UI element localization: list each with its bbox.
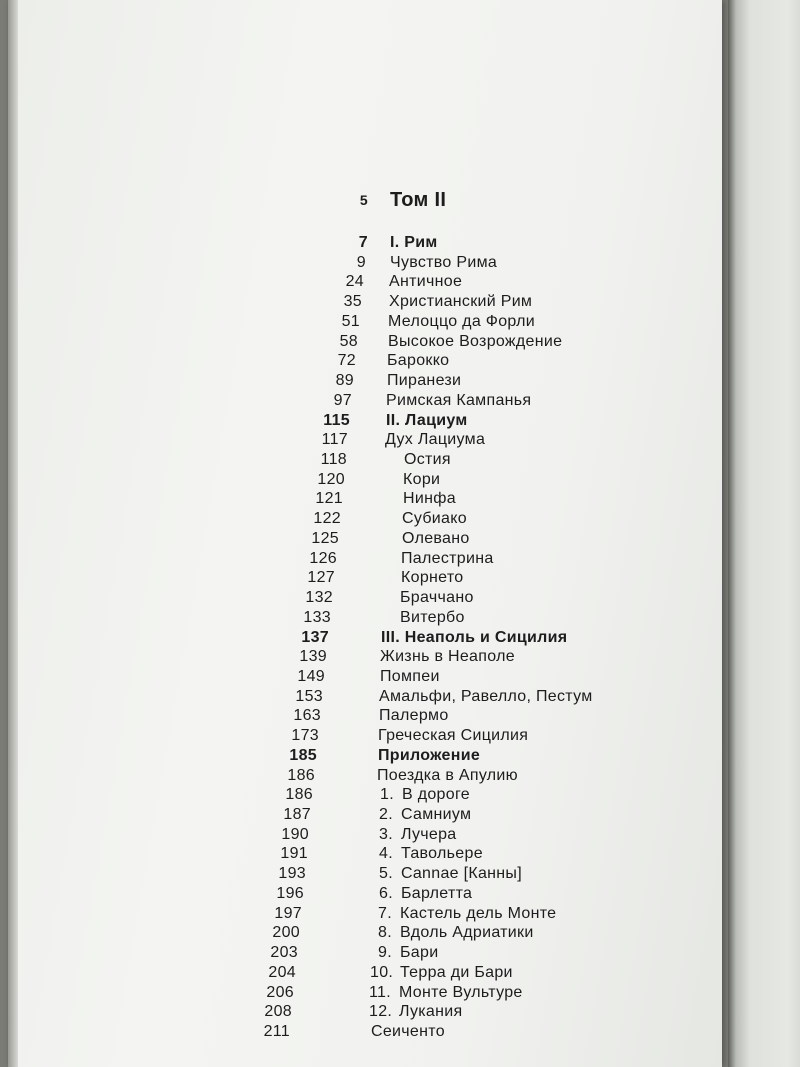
toc-entry — [0, 805, 800, 825]
entry-title: Витербо — [400, 609, 465, 626]
toc-entry — [0, 549, 800, 569]
entry-title: Помпеи — [380, 668, 440, 685]
section-heading: Приложение — [378, 747, 481, 764]
entry-title — [371, 844, 483, 864]
item-number: 3. — [379, 826, 393, 843]
entry-page-number: 7 — [358, 234, 368, 251]
volume-heading — [0, 188, 800, 212]
entry-page-number: 97 — [333, 392, 352, 409]
item-title: Монте Вультуре — [399, 984, 523, 1001]
entry-title: Амальфи, Равелло, Пестум — [379, 688, 593, 705]
entry-page-number: 190 — [281, 826, 309, 843]
entry-title: Высокое Возрождение — [388, 333, 563, 350]
toc-entry — [0, 1022, 800, 1042]
toc-entry — [0, 588, 800, 608]
entry-title: Греческая Сицилия — [378, 727, 529, 744]
toc-entry — [0, 371, 800, 391]
entry-title: Нинфа — [403, 490, 456, 507]
item-number: 1. — [380, 786, 394, 803]
entry-title: Пиранези — [387, 372, 462, 389]
entry-title — [370, 923, 534, 943]
toc-entry — [0, 450, 800, 470]
entry-page-number: 197 — [274, 905, 302, 922]
entry-page-number: 133 — [303, 609, 331, 626]
entry-page-number: 121 — [315, 490, 343, 507]
section-heading: III. Неаполь и Сицилия — [381, 629, 568, 646]
toc-entry — [0, 253, 800, 273]
entry-title — [370, 943, 438, 963]
item-title: Лучера — [401, 826, 457, 843]
entry-page-number: 185 — [289, 747, 317, 764]
toc-entry — [0, 726, 800, 746]
entry-page-number: 137 — [301, 629, 329, 646]
section-heading: I. Рим — [390, 234, 438, 251]
toc-entry — [0, 1002, 800, 1022]
entry-title: Римская Кампанья — [386, 392, 532, 409]
item-number: 4. — [379, 845, 393, 862]
entry-page-number: 173 — [291, 727, 319, 744]
entry-page-number: 186 — [285, 786, 313, 803]
entry-page-number: 125 — [311, 530, 339, 547]
entry-page-number: 187 — [283, 806, 311, 823]
entry-title: Мелоццо да Форли — [388, 313, 535, 330]
toc-entry — [0, 923, 800, 943]
entry-page-number: 200 — [272, 924, 300, 941]
item-number: 12. — [369, 1003, 393, 1020]
toc-entry — [0, 943, 800, 963]
item-title: Кастель дель Монте — [400, 905, 557, 922]
toc-entry — [0, 983, 800, 1003]
entry-title — [371, 805, 471, 825]
entry-title: Субиако — [402, 510, 467, 527]
toc-entry — [0, 489, 800, 509]
entry-title — [370, 904, 556, 924]
item-number: 5. — [379, 865, 393, 882]
entry-title — [371, 864, 522, 884]
entry-page-number: 208 — [264, 1003, 292, 1020]
toc-entry — [0, 391, 800, 411]
item-title: Вдоль Адриатики — [400, 924, 534, 941]
toc-entry — [0, 568, 800, 588]
entry-page-number: 193 — [278, 865, 306, 882]
entry-title: Остия — [404, 451, 451, 468]
toc-entry — [0, 667, 800, 687]
entry-page-number: 163 — [293, 707, 321, 724]
entry-page-number: 149 — [297, 668, 325, 685]
entry-title: Кори — [403, 471, 441, 488]
entry-title: Поездка в Апулию — [377, 767, 518, 784]
entry-title — [371, 884, 472, 904]
entry-page-number: 120 — [317, 471, 345, 488]
item-number: 8. — [378, 924, 392, 941]
toc-entry — [0, 351, 800, 371]
entry-page-number: 191 — [280, 845, 308, 862]
entry-page-number: 139 — [299, 648, 327, 665]
entry-title — [369, 1002, 462, 1022]
entry-title — [369, 983, 523, 1003]
entry-title: Дух Лациума — [385, 431, 486, 448]
entry-title: Античное — [389, 273, 463, 290]
item-number: 11. — [369, 984, 391, 1001]
volume-page-number: 5 — [359, 192, 368, 208]
toc-entry — [0, 647, 800, 667]
item-number: 10. — [370, 964, 394, 981]
toc-entry — [0, 844, 800, 864]
toc-entry — [0, 292, 800, 312]
entry-page-number: 9 — [356, 254, 366, 271]
item-title: Терра ди Бари — [400, 964, 513, 981]
entry-page-number: 115 — [323, 412, 350, 429]
item-title: Лукания — [399, 1003, 463, 1020]
entry-title: Барокко — [387, 352, 450, 369]
entry-page-number: 72 — [337, 352, 356, 369]
entry-title: Браччано — [400, 589, 474, 606]
toc-entry — [0, 233, 800, 253]
item-number: 9. — [378, 944, 392, 961]
entry-page-number: 132 — [305, 589, 333, 606]
item-title: В дороге — [402, 786, 470, 803]
toc-entry — [0, 706, 800, 726]
entry-page-number: 204 — [268, 964, 296, 981]
entry-title — [370, 963, 513, 983]
entry-page-number: 196 — [276, 885, 304, 902]
item-title: Бари — [400, 944, 439, 961]
toc-entry — [0, 411, 800, 431]
toc-entry — [0, 766, 800, 786]
entry-page-number: 24 — [345, 273, 364, 290]
entry-title: Палермо — [379, 707, 449, 724]
toc-entry — [0, 430, 800, 450]
toc-entry — [0, 608, 800, 628]
toc-entry — [0, 332, 800, 352]
toc-entry — [0, 904, 800, 924]
toc-entry — [0, 687, 800, 707]
entry-page-number: 126 — [309, 550, 337, 567]
item-title: Тавольере — [401, 845, 483, 862]
entry-title: Олевано — [402, 530, 470, 547]
toc-entry — [0, 785, 800, 805]
item-title: Cannae [Канны] — [401, 865, 522, 882]
toc-entry — [0, 963, 800, 983]
toc-entry — [0, 884, 800, 904]
toc-entry — [0, 470, 800, 490]
entry-title — [371, 825, 457, 845]
entry-page-number: 203 — [270, 944, 298, 961]
entry-page-number: 58 — [339, 333, 358, 350]
entry-page-number: 186 — [287, 767, 315, 784]
item-number: 6. — [379, 885, 393, 902]
entry-title: Сеиченто — [371, 1023, 445, 1040]
toc-entry — [0, 628, 800, 648]
item-title: Самниум — [401, 806, 472, 823]
entry-page-number: 89 — [335, 372, 354, 389]
toc-entry — [0, 746, 800, 766]
entry-page-number: 117 — [321, 431, 348, 448]
entry-title: Корнето — [401, 569, 464, 586]
entry-title — [372, 785, 470, 805]
entry-title: Чувство Рима — [390, 254, 498, 271]
entry-title: Жизнь в Неаполе — [380, 648, 515, 665]
entry-page-number: 35 — [343, 293, 362, 310]
toc-entry — [0, 825, 800, 845]
entry-page-number: 118 — [320, 451, 347, 468]
toc-entry — [0, 312, 800, 332]
entry-page-number: 153 — [295, 688, 323, 705]
toc-entry — [0, 509, 800, 529]
entry-title: Палестрина — [401, 550, 494, 567]
volume-title: Том II — [390, 189, 447, 211]
item-title: Барлетта — [401, 885, 473, 902]
item-number: 2. — [379, 806, 393, 823]
item-number: 7. — [378, 905, 392, 922]
entry-page-number: 211 — [263, 1023, 290, 1040]
entry-page-number: 127 — [307, 569, 335, 586]
entry-page-number: 51 — [341, 313, 360, 330]
toc-entry — [0, 864, 800, 884]
entry-page-number: 206 — [266, 984, 294, 1001]
section-heading: II. Лациум — [386, 412, 468, 429]
entry-page-number: 122 — [313, 510, 341, 527]
toc-entry — [0, 529, 800, 549]
entry-title: Христианский Рим — [389, 293, 533, 310]
toc-entry — [0, 272, 800, 292]
